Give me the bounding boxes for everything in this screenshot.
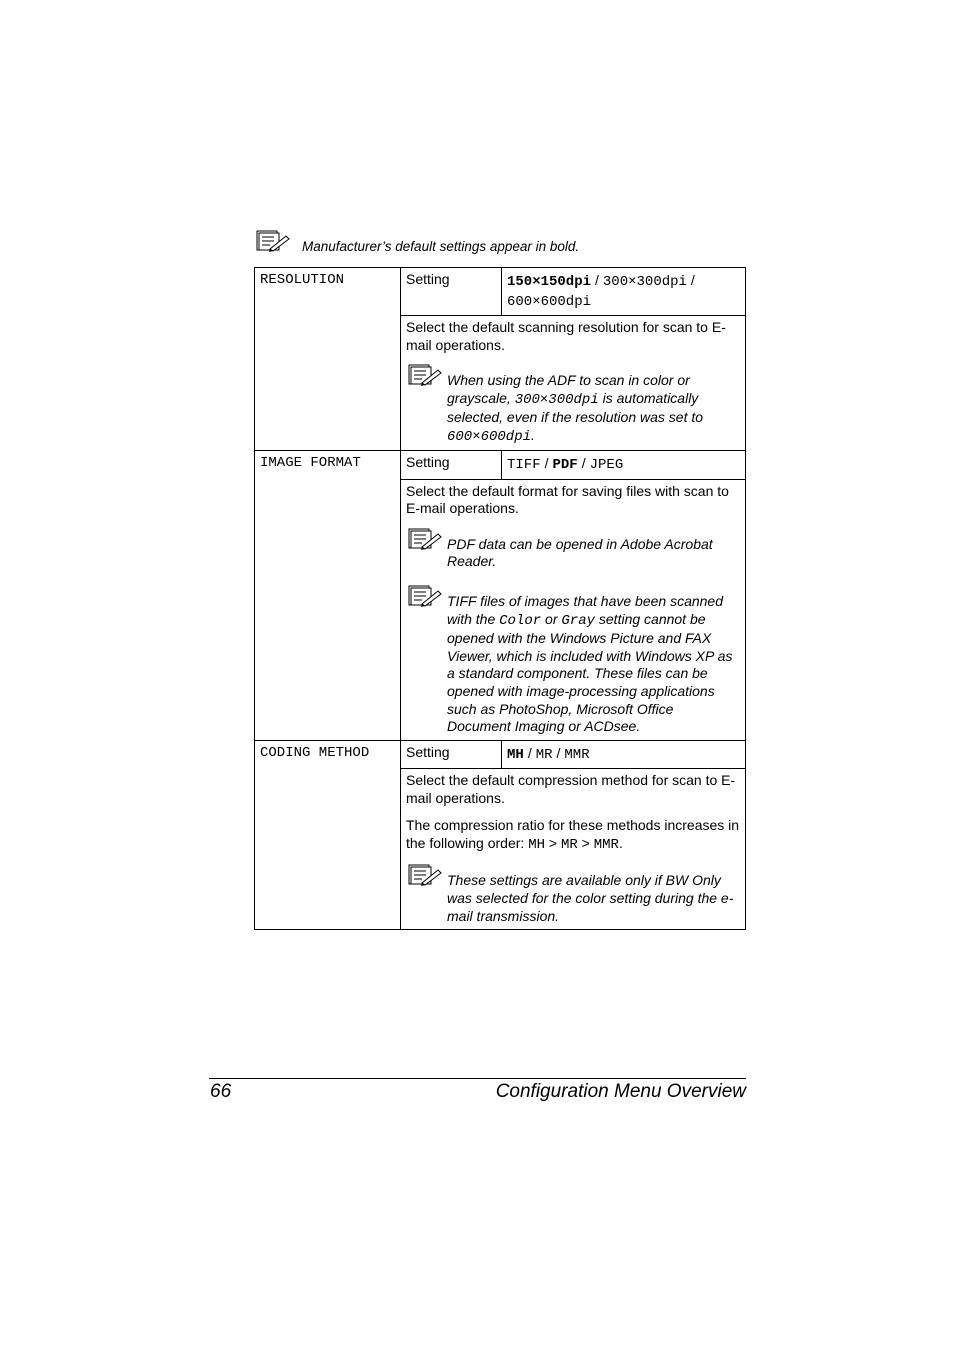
option: JPEG bbox=[589, 457, 624, 474]
param-resolution: RESOLUTION bbox=[255, 268, 401, 451]
note-pencil-icon bbox=[408, 528, 442, 550]
option: MR bbox=[535, 746, 553, 763]
option-default: 150×150dpi bbox=[507, 274, 592, 290]
default-settings-note bbox=[256, 230, 579, 254]
note-text: When using the ADF to scan in color or grayscale, 300×300dpi is automatically selected, even if the resolution was set to 600×600dpi. bbox=[447, 372, 704, 445]
setting-label: Setting bbox=[401, 451, 502, 480]
description-coding-method bbox=[401, 769, 746, 930]
description-text: Select the default compression method for scan to E-mail operations. bbox=[406, 772, 736, 806]
description-image-format bbox=[401, 479, 746, 740]
setting-label: Setting bbox=[401, 268, 502, 316]
note bbox=[406, 528, 740, 571]
default-settings-note-text: Manufacturer’s default settings appear in bold. bbox=[302, 239, 580, 254]
note-text: PDF data can be opened in Adobe Acrobat Reader. bbox=[447, 535, 713, 570]
configuration-table bbox=[254, 267, 746, 930]
note bbox=[406, 364, 740, 446]
table-row bbox=[255, 740, 746, 769]
option: 300×300dpi bbox=[602, 274, 687, 290]
param-coding-method: CODING METHOD bbox=[255, 740, 401, 929]
setting-label: Setting bbox=[401, 740, 502, 769]
note bbox=[406, 585, 740, 736]
compression-ratio-text: The compression ratio for these methods increases in the following order: MH > MR > MMR. bbox=[406, 817, 740, 853]
setting-options-image-format: TIFF / PDF / JPEG bbox=[502, 451, 746, 480]
table-row bbox=[255, 268, 746, 316]
note-pencil-icon bbox=[408, 585, 442, 607]
section-title: Configuration Menu Overview bbox=[495, 1081, 746, 1102]
note-pencil-icon bbox=[408, 864, 442, 886]
description-text: Select the default format for saving files with scan to E-mail operations. bbox=[406, 482, 729, 517]
note-text: These settings are available only if BW Only was selected for the color setting during the e-mail transmission. bbox=[447, 872, 734, 924]
setting-options-coding-method: MH / MR / MMR bbox=[502, 740, 746, 769]
table-row bbox=[255, 451, 746, 480]
note-text: TIFF files of images that have been scanned with the Color or Gray setting cannot be opened with the Windows Picture and FAX Viewer, which is included with Windows XP as a standard component. These files can be opened with image-processing applications such as PhotoShop, Microsoft Office Document Imaging or ACDsee. bbox=[447, 593, 733, 735]
description-text: Select the default scanning resolution for scan to E-mail operations. bbox=[406, 319, 726, 353]
option: MMR bbox=[564, 746, 590, 763]
page-number: 66 bbox=[210, 1081, 232, 1102]
option-default: MH bbox=[507, 746, 524, 763]
note-pencil-icon bbox=[408, 364, 442, 386]
option: 600×600dpi bbox=[507, 293, 592, 310]
option-default: PDF bbox=[552, 457, 578, 474]
setting-options-resolution: 150×150dpi / 300×300dpi / 600×600dpi bbox=[502, 268, 746, 316]
note bbox=[406, 864, 740, 925]
description-resolution bbox=[401, 316, 746, 451]
option: TIFF bbox=[507, 457, 541, 474]
footer-divider bbox=[209, 1078, 746, 1079]
note-pencil-icon bbox=[256, 230, 290, 252]
param-image-format: IMAGE FORMAT bbox=[255, 451, 401, 740]
